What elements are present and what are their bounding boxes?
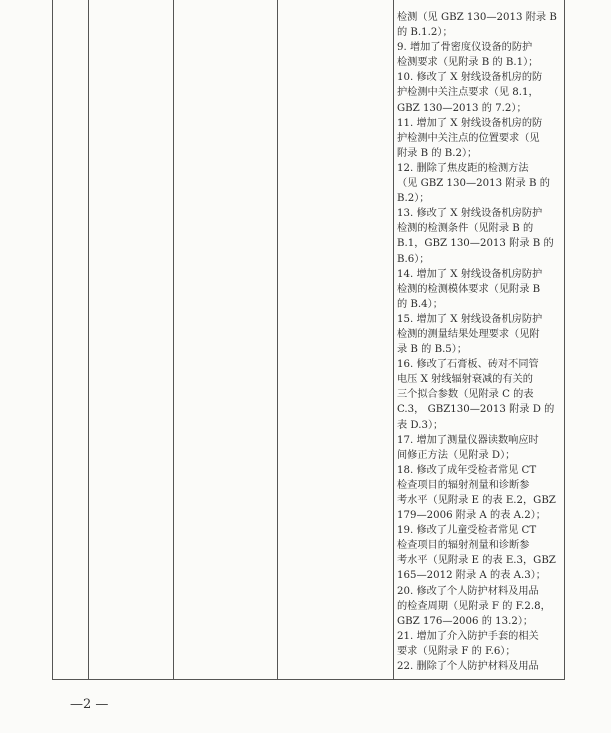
text-line: 检测要求（见附录 B 的 B.1）； — [397, 57, 539, 69]
text-line: 20. 修改了个人防护材料及用品 — [397, 585, 539, 597]
column-divider — [393, 0, 394, 680]
text-line: 间修正方法（见附录 D）； — [397, 449, 516, 461]
text-line: 9. 增加了骨密度仪设备的防护 — [397, 42, 533, 54]
text-line: B.1，GBZ 130—2013 附录 B 的 — [397, 238, 554, 250]
text-line: 21. 增加了介入防护手套的相关 — [397, 630, 539, 642]
text-line: 护检测中关注点的位置要求（见 — [397, 132, 540, 144]
text-line: 护检测中关注点要求（见 8.1， — [397, 87, 539, 99]
text-line: 19. 修改了儿童受检者常见 CT — [397, 525, 537, 537]
text-line: 考水平（见附录 E 的表 E.2，GBZ — [397, 495, 556, 506]
text-line: （见 GBZ 130—2013 附录 B 的 — [397, 178, 550, 190]
text-line: 13. 修改了 X 射线设备机房防护 — [397, 208, 543, 220]
column-divider — [277, 0, 278, 680]
text-line: 的检查周期（见附录 F 的 F.2.8， — [397, 600, 551, 612]
text-line: 的 B.1.2）； — [397, 27, 453, 39]
text-line: 检测的测量结果处理要求（见附 — [397, 328, 540, 340]
text-line: 15. 增加了 X 射线设备机房防护 — [397, 313, 543, 325]
text-line: 11. 增加了 X 射线设备机房的防 — [397, 117, 543, 129]
text-line: 检测的检测条件（见附录 B 的 — [397, 223, 534, 235]
text-line: 检查项目的辐射剂量和诊断参 — [397, 540, 530, 552]
text-line: 10. 修改了 X 射线设备机房的防 — [397, 72, 543, 84]
text-line: 电压 X 射线辐射衰减的有关的 — [397, 374, 533, 386]
text-line: 16. 修改了石膏板、砖对不同管 — [397, 359, 539, 371]
text-line: 考水平（见附录 E 的表 E.3，GBZ — [397, 555, 556, 567]
text-line: 22. 删除了个人防护材料及用品 — [397, 661, 539, 673]
text-line: 要求（见附录 F 的 F.6）； — [397, 645, 516, 657]
column-divider — [173, 0, 174, 680]
text-line: 179—2006 附录 A 的表 A.2）； — [397, 510, 546, 522]
text-line: GBZ 130—2013 的 7.2）； — [397, 102, 527, 114]
text-line: 附录 B 的 B.2）； — [397, 147, 478, 159]
text-line: 165—2012 附录 A 的表 A.3）； — [397, 570, 546, 582]
text-line: 18. 修改了成年受检者常见 CT — [397, 464, 537, 476]
text-line: 的 B.4）； — [397, 298, 443, 310]
text-line: B.6）； — [397, 253, 430, 265]
text-line: 检测（见 GBZ 130—2013 附录 B — [397, 12, 557, 23]
page-number: —2 — — [70, 697, 109, 712]
text-line: 检查项目的辐射剂量和诊断参 — [397, 479, 530, 491]
text-line: 三个拟合参数（见附录 C 的表 — [397, 389, 534, 401]
text-line: 12. 删除了焦皮距的检测方法 — [397, 162, 529, 174]
text-line: B.2）； — [397, 193, 430, 205]
text-line: C.3， GBZ130—2013 附录 D 的 — [397, 404, 555, 416]
text-line: 17. 增加了测量仪器读数响应时 — [397, 434, 539, 446]
change-list-cell — [397, 10, 563, 674]
column-divider — [88, 0, 89, 680]
text-line: 14. 增加了 X 射线设备机房防护 — [397, 268, 543, 280]
text-line: 表 D.3）； — [397, 419, 444, 431]
text-line: 检测的检测模体要求（见附录 B — [397, 283, 541, 295]
text-line: 录 B 的 B.5）； — [397, 344, 468, 356]
text-line: GBZ 176—2006 的 13.2）； — [397, 615, 534, 627]
